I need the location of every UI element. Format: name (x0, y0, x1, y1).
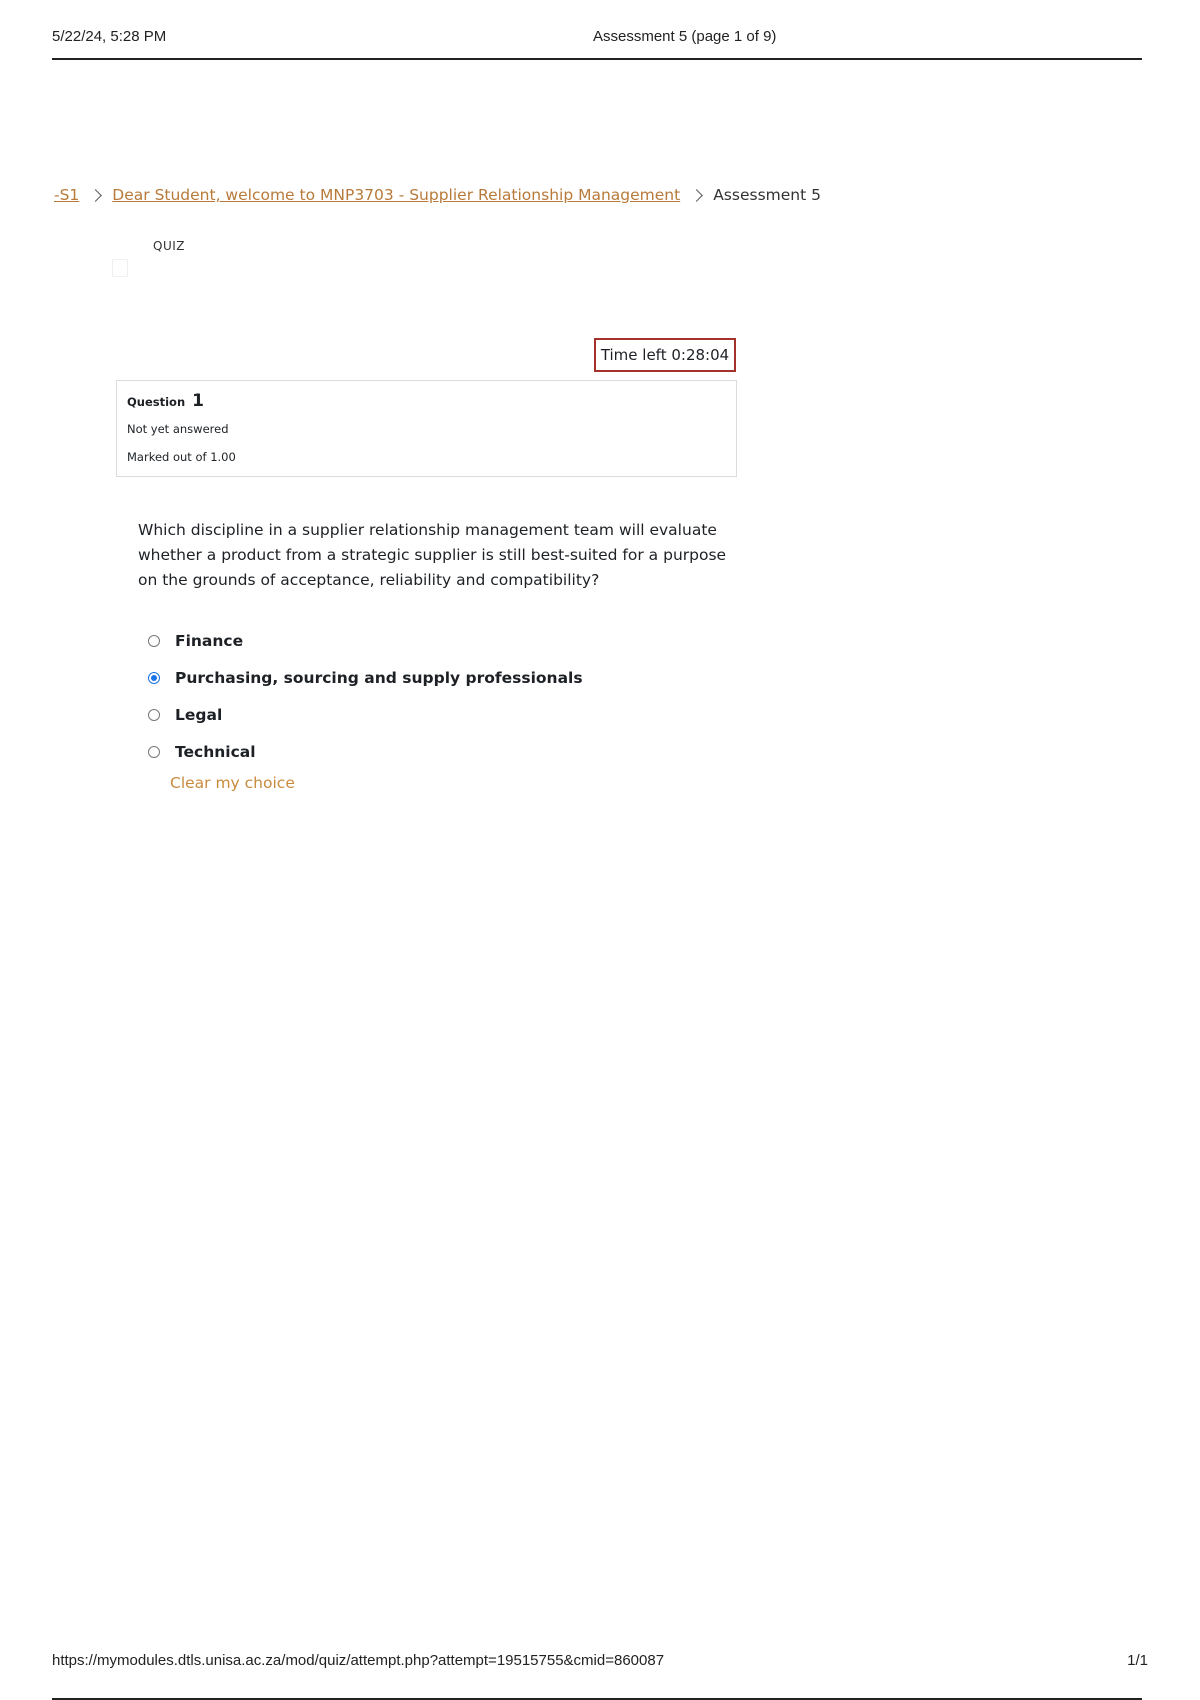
answer-label: Technical (175, 742, 256, 761)
print-header (52, 28, 1142, 60)
answer-option-purchasing[interactable] (146, 659, 746, 696)
answer-option-technical[interactable] (146, 733, 746, 770)
answer-option-legal[interactable] (146, 696, 746, 733)
answer-options (146, 622, 746, 770)
activity-type-label: QUIZ (153, 239, 185, 253)
question-label: Question (127, 395, 186, 409)
question-grade: Marked out of 1.00 (127, 450, 236, 464)
question-number (127, 391, 204, 411)
print-footer (52, 1652, 1148, 1700)
radio-button[interactable] (148, 635, 160, 647)
radio-button-selected[interactable] (148, 672, 160, 684)
answer-option-finance[interactable] (146, 622, 746, 659)
answer-label: Legal (175, 705, 223, 724)
answer-label: Finance (175, 631, 244, 650)
breadcrumb-item-course-section[interactable]: -S1 (54, 186, 80, 204)
answer-label: Purchasing, sourcing and supply professionals (175, 668, 583, 687)
question-info-box (116, 380, 737, 477)
print-datetime: 5/22/24, 5:28 PM (52, 28, 167, 45)
radio-button[interactable] (148, 709, 160, 721)
chevron-right-icon (690, 189, 703, 202)
print-page-number: 1/1 (1127, 1652, 1148, 1669)
question-state: Not yet answered (127, 422, 229, 436)
breadcrumb-item-course[interactable]: Dear Student, welcome to MNP3703 - Supplier Relationship Management (112, 186, 681, 204)
breadcrumb (54, 186, 821, 204)
radio-button[interactable] (148, 746, 160, 758)
question-text: Which discipline in a supplier relationship management team will evaluate whether a product from a strategic supplier is still best-suited for a purpose on the grounds of acceptance, reliability and compatibility? (138, 521, 727, 589)
breadcrumb-current: Assessment 5 (713, 186, 821, 204)
quiz-timer: Time left 0:28:04 (594, 338, 736, 372)
question-number-value: 1 (192, 391, 204, 411)
print-url: https://mymodules.dtls.unisa.ac.za/mod/quiz/attempt.php?attempt=19515755&cmid=860087 (52, 1652, 665, 1669)
chevron-right-icon (89, 189, 102, 202)
quiz-icon (112, 259, 128, 277)
clear-choice-link[interactable]: Clear my choice (170, 774, 295, 792)
print-title: Assessment 5 (page 1 of 9) (593, 28, 777, 45)
